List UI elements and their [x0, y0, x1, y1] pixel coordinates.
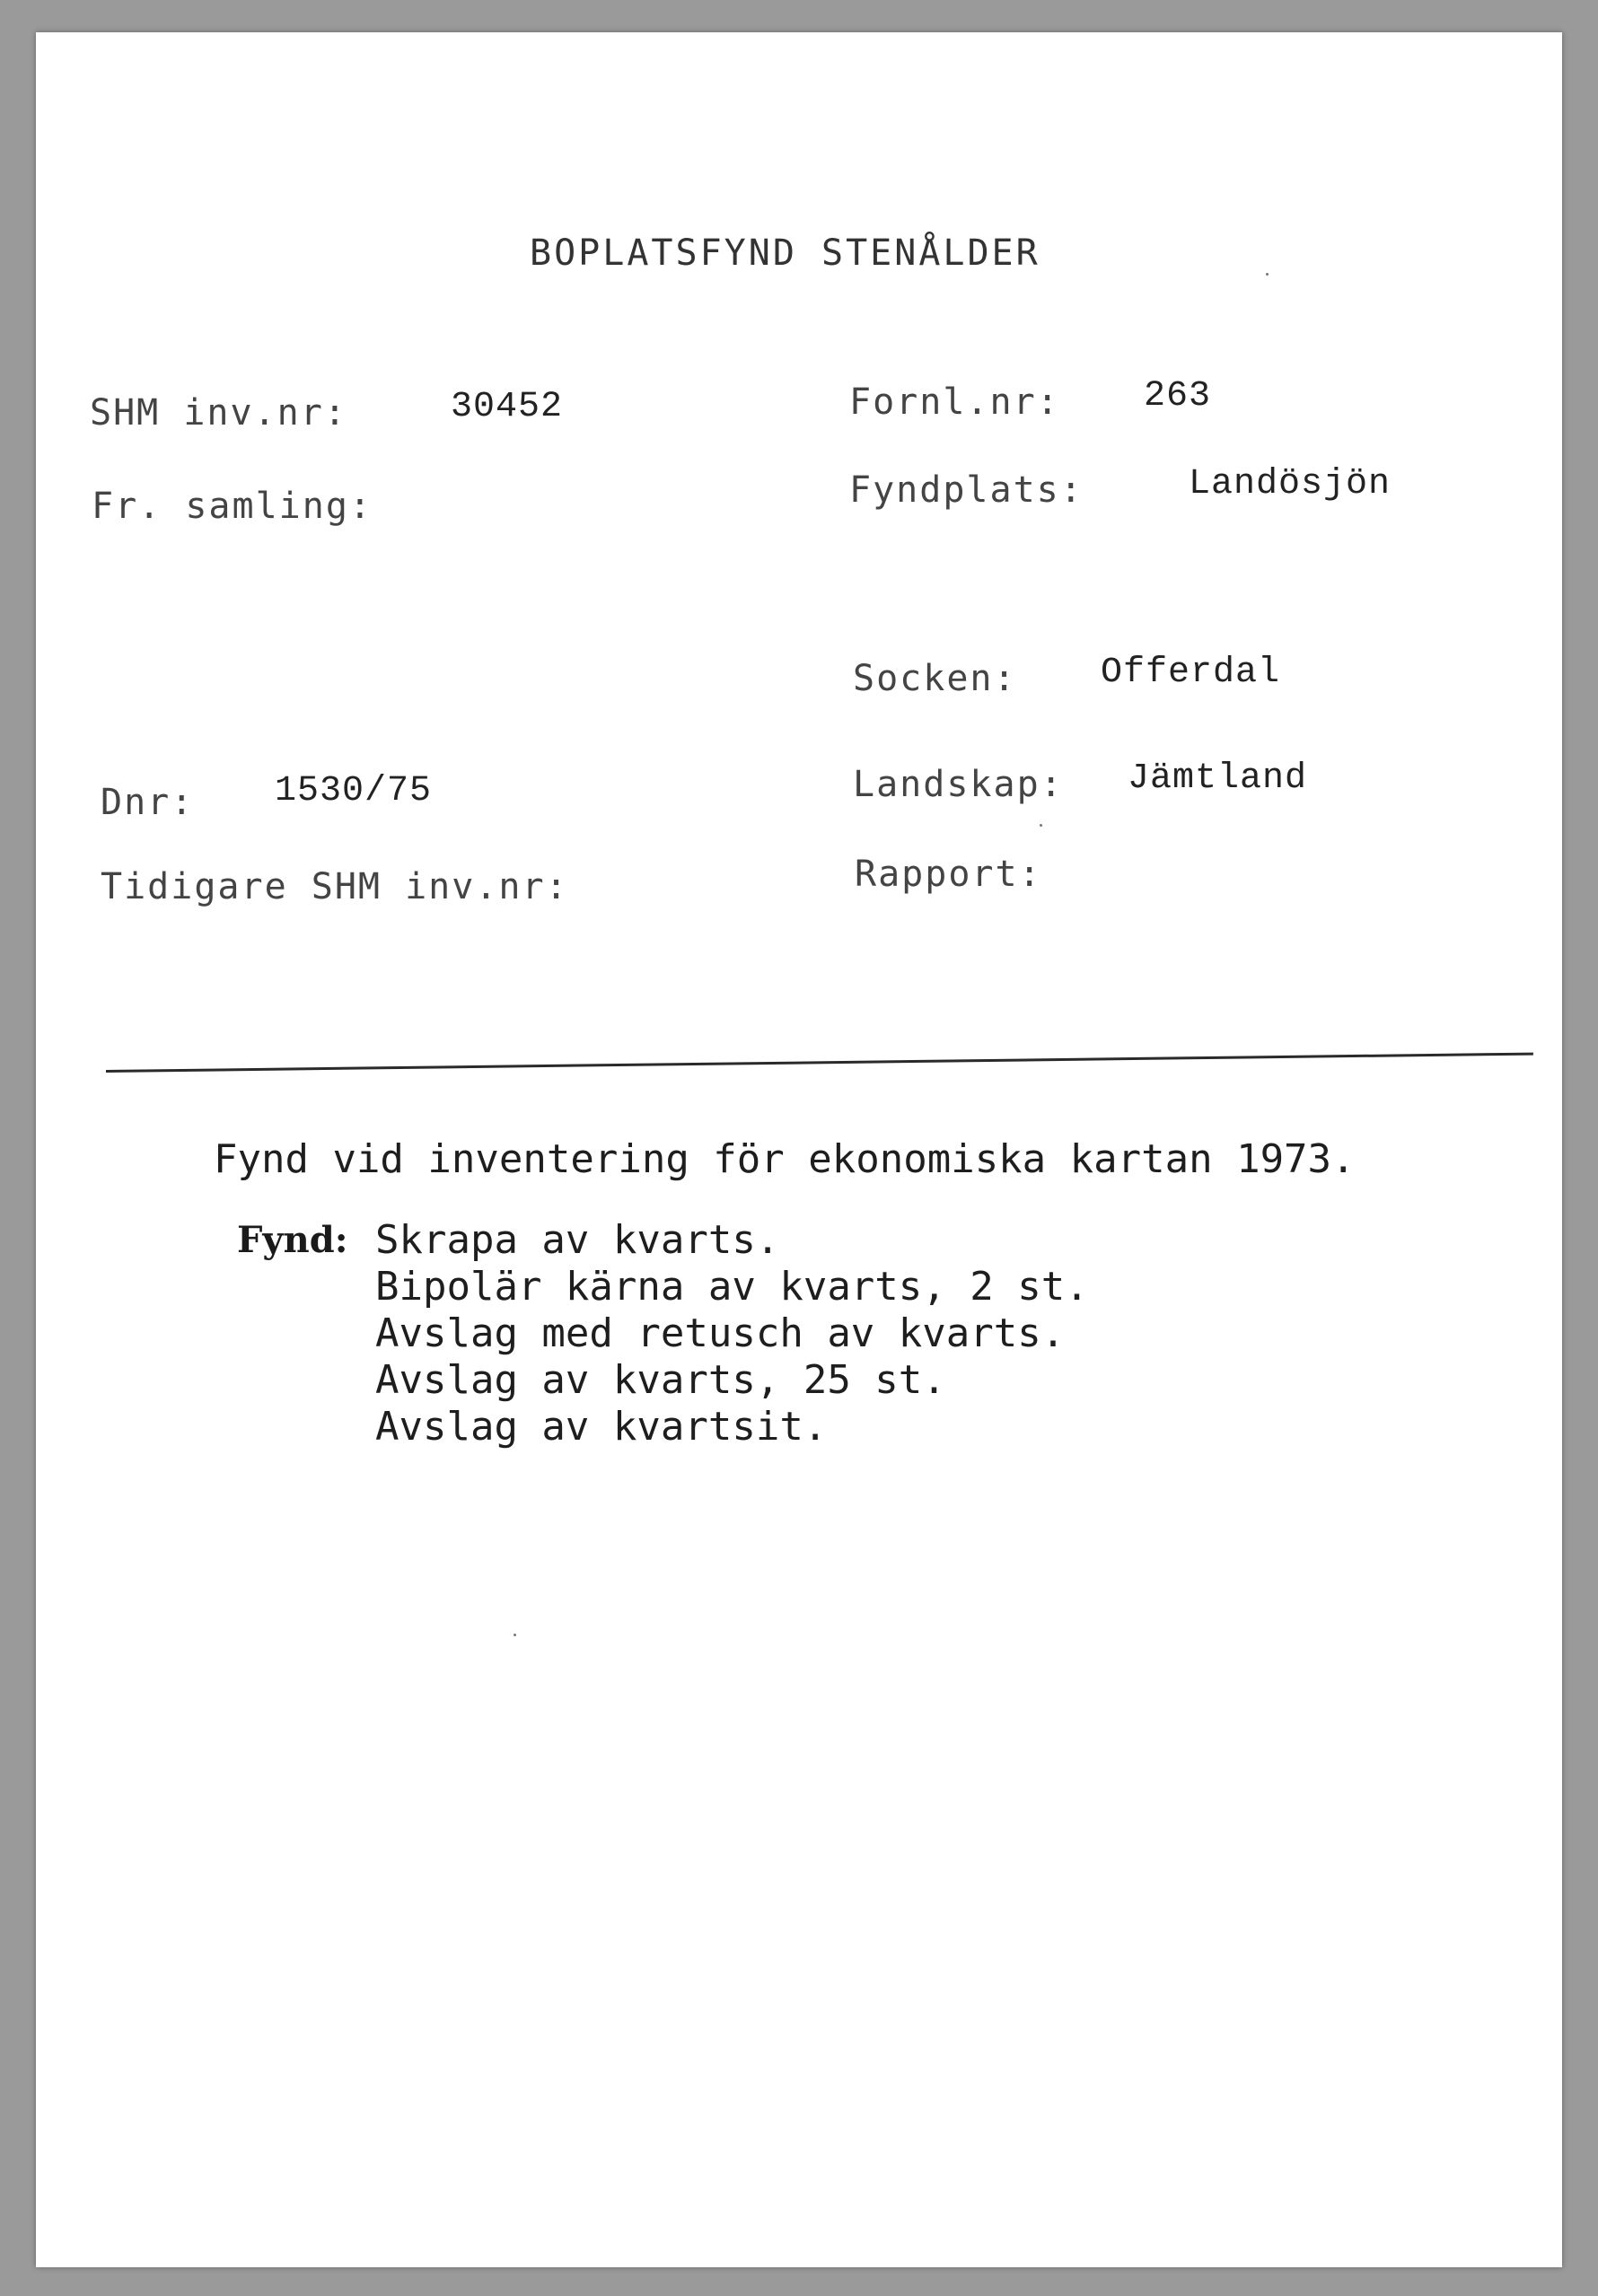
fr-samling-label: Fr. samling: — [92, 486, 373, 527]
fynd-item: Avslag med retusch av kvarts. — [375, 1310, 1066, 1356]
fynd-label: Fynd: — [237, 1219, 348, 1261]
landskap-label: Landskap: — [853, 764, 1064, 805]
tidigare-shm-inv-nr-label: Tidigare SHM inv.nr: — [101, 866, 569, 907]
fynd-list — [375, 1217, 1089, 1450]
fyndplats-label: Fyndplats: — [849, 469, 1084, 511]
fynd-item: Bipolär kärna av kvarts, 2 st. — [375, 1264, 1089, 1310]
divider-line — [106, 1053, 1533, 1073]
fornl-nr-value: 263 — [1144, 376, 1212, 416]
socken-value: Offerdal — [1101, 653, 1281, 693]
find-note: Fynd vid inventering för ekonomiska kartan 1973. — [214, 1136, 1356, 1182]
socken-label: Socken: — [853, 658, 1017, 699]
shm-inv-nr-label: SHM inv.nr: — [90, 392, 347, 434]
fynd-item: Avslag av kvarts, 25 st. — [375, 1357, 946, 1403]
fynd-item: Skrapa av kvarts. — [375, 1217, 780, 1263]
scan-speck — [1266, 273, 1269, 276]
fornl-nr-label: Fornl.nr: — [849, 381, 1060, 423]
scan-speck — [514, 1634, 516, 1636]
dnr-value: 1530/75 — [275, 771, 433, 811]
catalog-card — [36, 32, 1562, 2267]
landskap-value: Jämtland — [1128, 758, 1308, 799]
fynd-item: Avslag av kvartsit. — [375, 1404, 828, 1450]
dnr-label: Dnr: — [101, 782, 195, 823]
scan-speck — [1040, 824, 1042, 827]
card-title: BOPLATSFYND STENÅLDER — [530, 232, 1040, 274]
fyndplats-value: Landösjön — [1189, 464, 1392, 504]
rapport-label: Rapport: — [855, 854, 1042, 895]
shm-inv-nr-value: 30452 — [451, 387, 564, 427]
